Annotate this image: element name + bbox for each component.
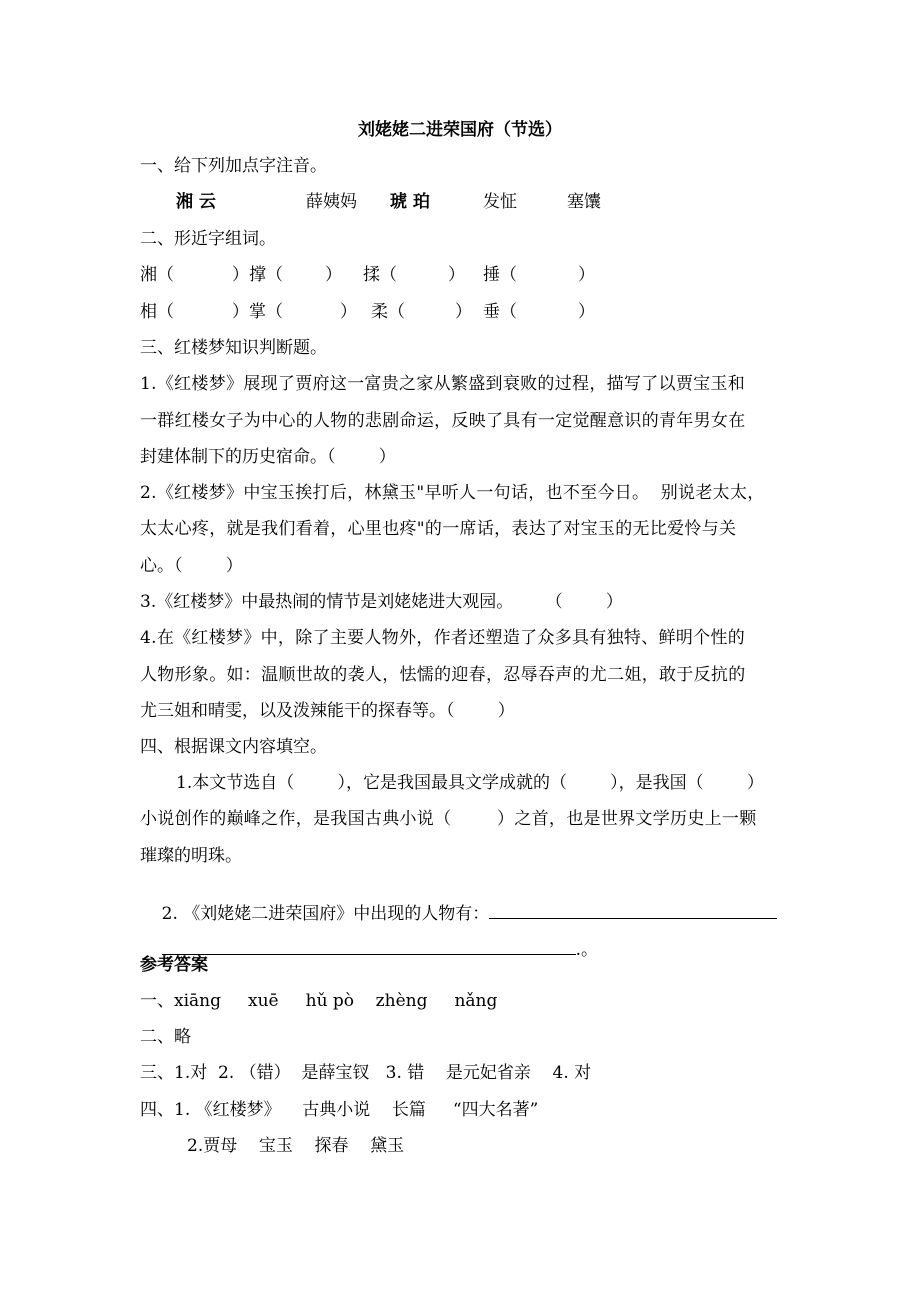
- answer-blank: [162, 938, 576, 955]
- fill-blank-q2-continued: [140, 918, 598, 980]
- question-text: 1.本文节选自（ ），它是我国最具文学成就的（ ），是我国（ ）: [176, 773, 764, 793]
- section1-heading: 一、给下列加点字注音。: [140, 156, 327, 176]
- answer-line: 一、xiāng xuē hǔ pò zhèng nǎng: [140, 991, 498, 1011]
- row2-item: 垂（: [483, 302, 517, 322]
- question-text: 封建体制下的历史宿命。（ ）: [140, 447, 396, 467]
- row1-item: ）: [578, 265, 595, 285]
- row2-item: 柔（: [371, 302, 405, 322]
- word-xueyima: 薛姨妈: [306, 192, 357, 212]
- answer-line: 三、1.对 2. （错） 是薛宝钗 3. 错 是元妃省亲 4. 对: [140, 1063, 592, 1083]
- row1-item: ）: [325, 265, 342, 285]
- question-text: 2. 《刘姥姥二进荣国府》中出现的人物有：: [161, 904, 490, 924]
- answer-line: 二、略: [140, 1027, 191, 1047]
- answer-blank: [489, 902, 777, 919]
- question-text: 4.在《红楼梦》中，除了主要人物外，作者还塑造了众多具有独特、鲜明个性的: [140, 628, 746, 648]
- row1-item: ）撑（: [232, 265, 283, 285]
- row2-item: ）: [340, 302, 357, 322]
- word-xiangyun: 湘 云: [176, 192, 216, 212]
- question-text: 心。（ ）: [140, 556, 243, 576]
- answer-line: 四、1. 《红楼梦》 古典小说 长篇 “四大名著”: [140, 1100, 539, 1120]
- question-text: 3.《红楼梦》中最热闹的情节是刘姥姥进大观园。 （ ）: [140, 592, 623, 612]
- row1-item: ）: [448, 265, 465, 285]
- section4-heading: 四、根据课文内容填空。: [140, 737, 327, 757]
- section3-heading: 三、红楼梦知识判断题。: [140, 338, 327, 358]
- question-text: 人物形象。如：温顺世故的袭人，怯懦的迎春，忍辱吞声的尤二姐，敢于反抗的: [140, 665, 746, 685]
- word-hupo: 琥 珀: [390, 192, 430, 212]
- question-text: 一群红楼女子为中心的人物的悲剧命运，反映了具有一定觉醒意识的青年男女在: [140, 411, 746, 431]
- question-text: 1.《红楼梦》展现了贾府这一富贵之家从繁盛到衰败的过程，描写了以贾宝玉和: [140, 374, 746, 394]
- question-text: 小说创作的巅峰之作，是我国古典小说（ ）之首，也是世界文学历史上一颗: [140, 809, 757, 829]
- answers-heading: 参考答案: [140, 955, 208, 975]
- word-sainang: 塞馕: [567, 192, 601, 212]
- question-text: 太太心疼，就是我们看着，心里也疼"的一席话，表达了对宝玉的无比爱怜与关: [140, 519, 737, 539]
- question-text: 2.《红楼梦》中宝玉挨打后，林黛玉"早听人一句话，也不至今日。 别说老太太，: [140, 483, 765, 503]
- question-text: 尤三姐和晴雯，以及泼辣能干的探春等。（ ）: [140, 701, 515, 721]
- answer-line: 2.贾母 宝玉 探春 黛玉: [187, 1136, 405, 1156]
- row1-item: 揉（: [363, 265, 397, 285]
- section2-heading: 二、形近字组词。: [140, 229, 276, 249]
- page-title: 刘姥姥二进荣国府（节选）: [358, 120, 562, 140]
- row2-item: ）: [455, 302, 472, 322]
- row1-item: 湘（: [140, 265, 174, 285]
- row2-item: 相（: [140, 302, 174, 322]
- row2-item: ）: [578, 302, 595, 322]
- row2-item: ）掌（: [232, 302, 283, 322]
- word-fazheng: 发怔: [483, 192, 517, 212]
- line-end: .。: [575, 940, 599, 960]
- question-text: 璀璨的明珠。: [140, 846, 242, 866]
- row1-item: 捶（: [483, 265, 517, 285]
